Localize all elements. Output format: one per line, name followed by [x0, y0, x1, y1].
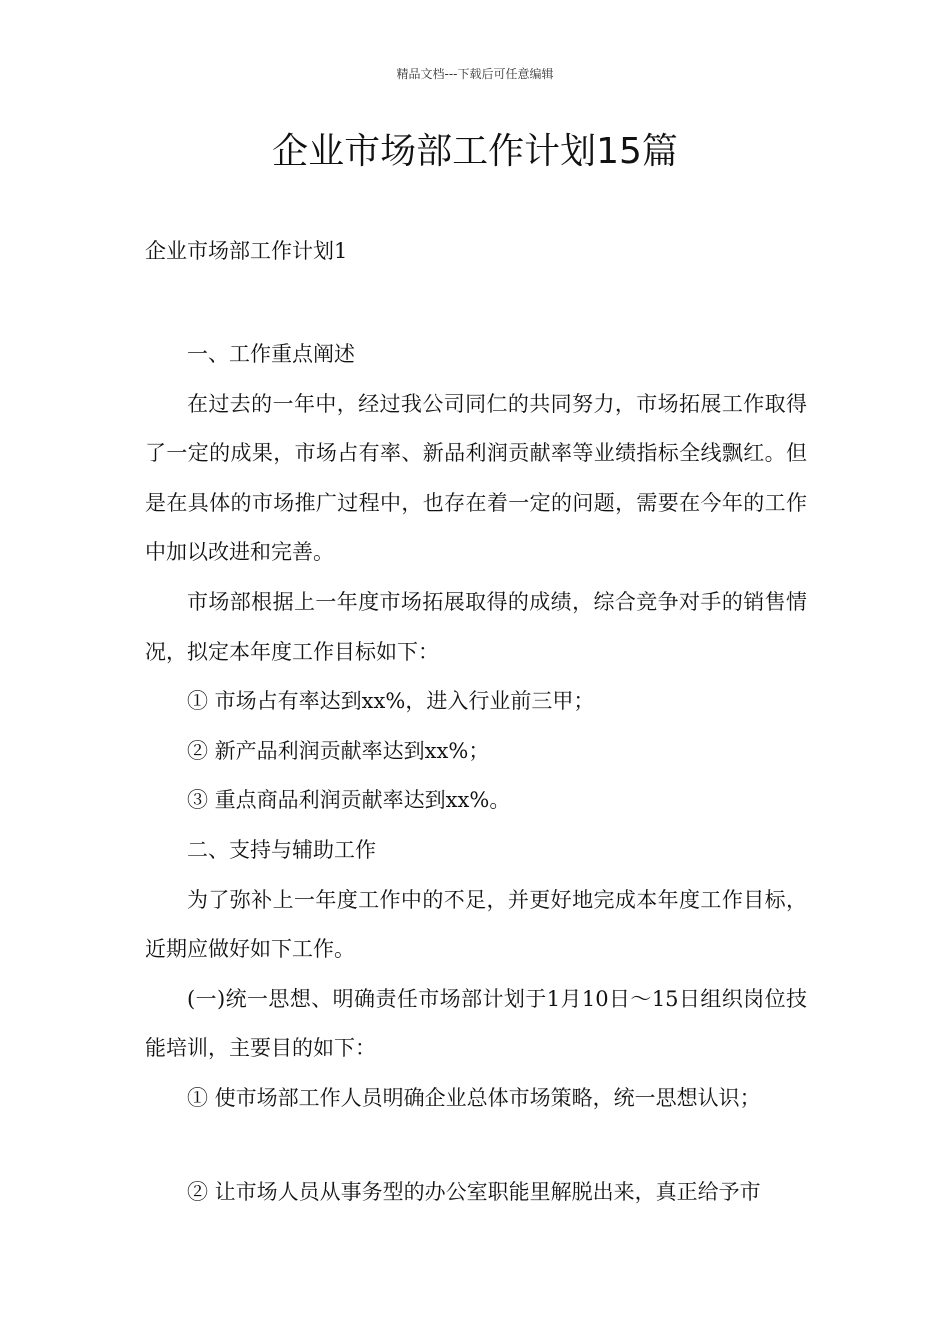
body-paragraph: 为了弥补上一年度工作中的不足，并更好地完成本年度工作目标，近期应做好如下工作。 — [145, 887, 807, 962]
target-item: ③ 重点商品利润贡献率达到xx%。 — [187, 788, 511, 813]
section-heading-1: 一、工作重点阐述 — [187, 342, 355, 366]
body-paragraph: 市场部根据上一年度市场拓展取得的成绩，综合竞争对手的销售情况，拟定本年度工作目标如下： — [145, 589, 807, 664]
body-paragraph: 在过去的一年中，经过我公司同仁的共同努力，市场拓展工作取得了一定的成果，市场占有率、新品利润贡献率等业绩指标全线飘红。但是在具体的市场推广过程中，也存在着一定的问题，需要在今年的工作中加以改进和完善。 — [145, 391, 807, 565]
section-heading-2: 二、支持与辅助工作 — [187, 837, 376, 862]
paragraph-gap — [145, 1124, 807, 1168]
target-item: ② 新产品利润贡献率达到xx%； — [187, 738, 490, 763]
document-body — [145, 330, 807, 1217]
page-header: 精品文档---下载后可任意编辑 — [396, 67, 554, 81]
list-item: ② 让市场人员从事务型的办公室职能里解脱出来，真正给予市 — [187, 1179, 761, 1204]
list-item: ① 使市场部工作人员明确企业总体市场策略，统一思想认识； — [187, 1085, 761, 1110]
document-title: 企业市场部工作计划15篇 — [272, 131, 678, 172]
body-paragraph: (一)统一思想、明确责任市场部计划于1月10日～15日组织岗位技能培训，主要目的如下： — [145, 986, 807, 1061]
section-subtitle: 企业市场部工作计划1 — [145, 239, 348, 263]
target-item: ① 市场占有率达到xx%，进入行业前三甲； — [187, 689, 595, 714]
